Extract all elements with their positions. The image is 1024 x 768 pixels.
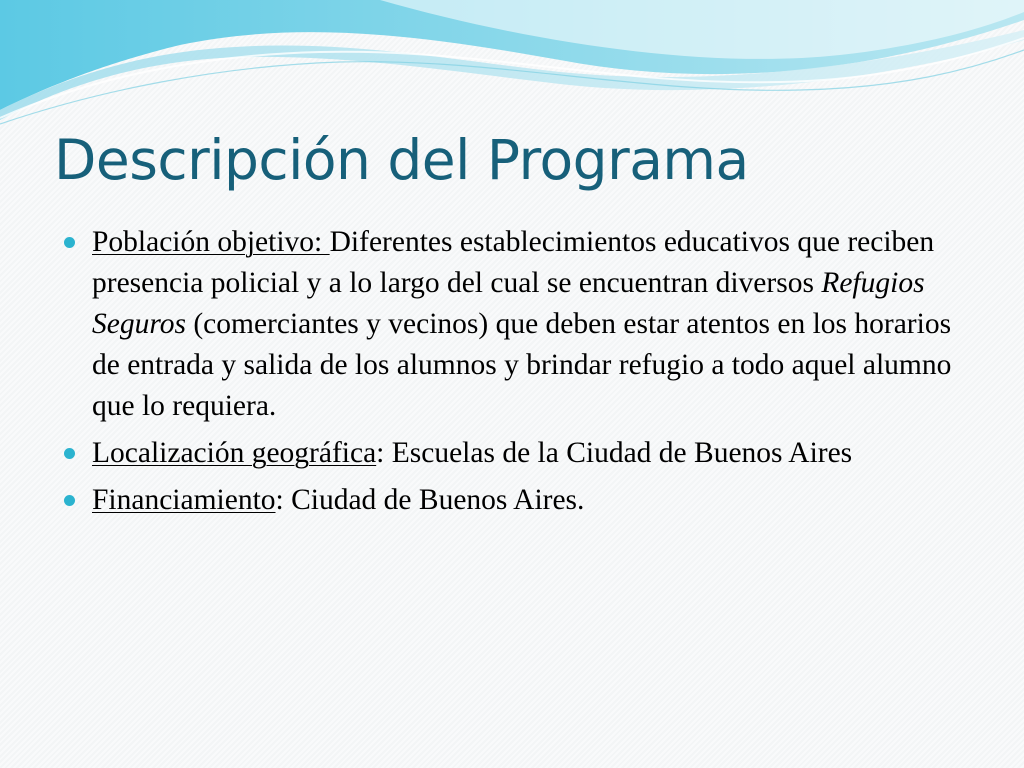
item-emphasis: Refugios Seguros — [92, 267, 925, 340]
item-text: : Ciudad de Buenos Aires. — [275, 484, 585, 516]
bullet-dot-icon — [64, 448, 75, 459]
item-label: Financiamiento — [92, 484, 276, 516]
item-text-continued: (comerciantes y vecinos) que deben estar atentos en los horarios de entrada y salida de los alumnos y brindar refugio a todo aquel alumno que lo requiera. — [92, 308, 952, 422]
header-wave-decoration — [0, 0, 1024, 130]
bullet-item-poblacion — [64, 222, 974, 427]
bullet-item-localizacion — [64, 433, 974, 474]
bullet-item-financiamiento — [64, 480, 974, 521]
bullet-list — [64, 222, 974, 527]
slide-title: Descripción del Programa — [54, 128, 749, 192]
item-text: : Escuelas de la Ciudad de Buenos Aires — [376, 437, 853, 469]
item-label: Población objetivo: — [92, 226, 330, 258]
bullet-dot-icon — [64, 495, 75, 506]
bullet-dot-icon — [64, 237, 75, 248]
item-text: Diferentes establecimientos educativos que reciben presencia policial y a lo largo del cual se encuentran diversos — [92, 226, 935, 299]
item-label: Localización geográfica — [92, 437, 377, 469]
